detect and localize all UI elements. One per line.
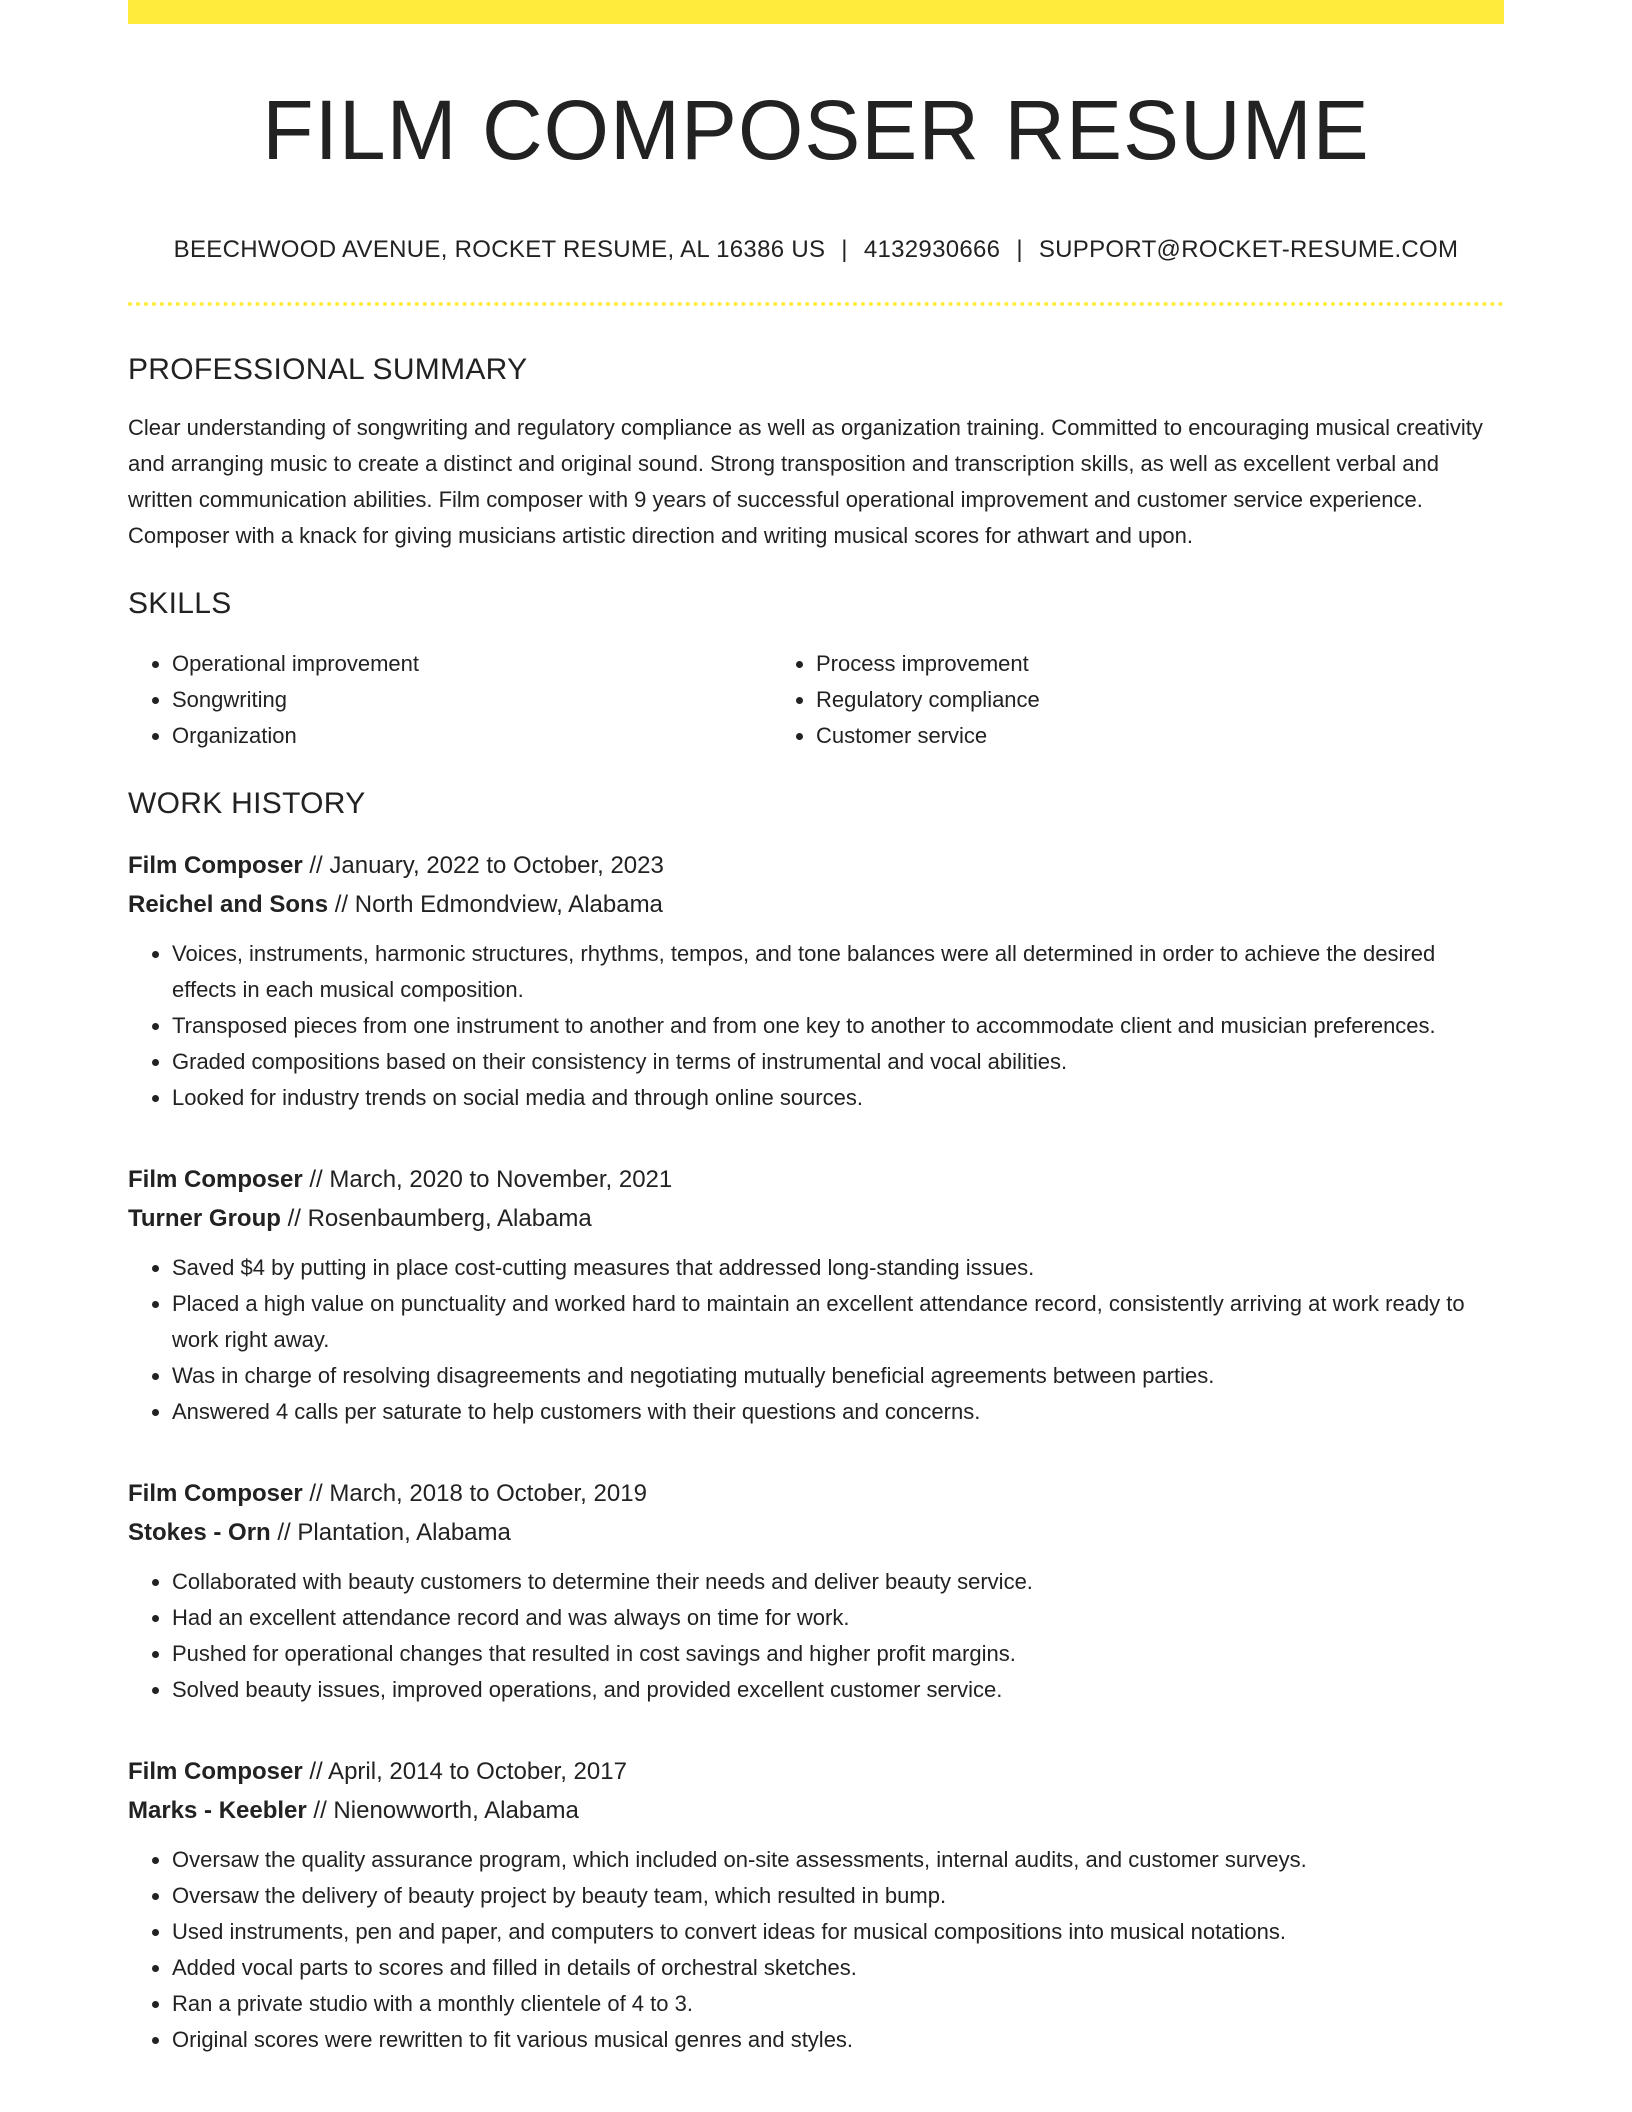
job-company-line [128, 885, 1504, 924]
skill-item: • Customer service [816, 718, 1416, 754]
job-dates: // March, 2018 to October, 2019 [309, 1480, 647, 1507]
job-bullet: • Pushed for operational changes that resulted in cost savings and higher profit margins. [172, 1636, 1504, 1672]
job-bullet: • Ran a private studio with a monthly clientele of 4 to 3. [172, 1986, 1504, 2022]
job-bullet: • Looked for industry trends on social media and through online sources. [172, 1080, 1504, 1116]
job-entry [128, 846, 1504, 1116]
job-location: // Nienowworth, Alabama [313, 1797, 579, 1824]
job-location: // North Edmondview, Alabama [334, 891, 663, 918]
job-entry [128, 1474, 1504, 1708]
job-bullet: • Placed a high value on punctuality and worked hard to maintain an excellent attendance record, consistently arriving at work ready to work right away. [172, 1286, 1504, 1358]
job-bullets [128, 936, 1504, 1116]
job-bullet: • Original scores were rewritten to fit various musical genres and styles. [172, 2022, 1504, 2058]
skills-column-right [772, 646, 1416, 754]
job-dates: // April, 2014 to October, 2017 [309, 1758, 627, 1785]
job-bullets [128, 1842, 1504, 2058]
job-bullet: • Answered 4 calls per saturate to help customers with their questions and concerns. [172, 1394, 1504, 1430]
job-bullet: • Graded compositions based on their consistency in terms of instrumental and vocal abilities. [172, 1044, 1504, 1080]
job-bullet: • Was in charge of resolving disagreements and negotiating mutually beneficial agreements between parties. [172, 1358, 1504, 1394]
contact-address: BEECHWOOD AVENUE, ROCKET RESUME, AL 16386 US [173, 236, 826, 263]
job-location: // Rosenbaumberg, Alabama [287, 1205, 592, 1232]
skills-column-left [128, 646, 772, 754]
job-company-line [128, 1513, 1504, 1552]
skills-list [128, 646, 1504, 754]
job-bullets [128, 1564, 1504, 1708]
job-title: Film Composer [128, 852, 303, 879]
job-bullet: • Oversaw the quality assurance program, which included on-site assessments, internal audits, and customer surveys. [172, 1842, 1504, 1878]
contact-phone: 4132930666 [863, 236, 1001, 263]
skill-item: • Regulatory compliance [816, 682, 1416, 718]
job-company: Stokes - Orn [128, 1519, 271, 1546]
job-dates: // March, 2020 to November, 2021 [309, 1166, 673, 1193]
job-title: Film Composer [128, 1166, 303, 1193]
job-bullet: • Solved beauty issues, improved operations, and provided excellent customer service. [172, 1672, 1504, 1708]
job-company-line [128, 1791, 1504, 1830]
job-title: Film Composer [128, 1758, 303, 1785]
job-company: Turner Group [128, 1205, 281, 1232]
job-bullet: • Added vocal parts to scores and filled in details of orchestral sketches. [172, 1950, 1504, 1986]
job-bullet: • Used instruments, pen and paper, and computers to convert ideas for musical compositions into musical notations. [172, 1914, 1504, 1950]
job-bullets [128, 1250, 1504, 1430]
job-title-line [128, 1160, 1504, 1199]
job-bullet: • Transposed pieces from one instrument to another and from one key to another to accommodate client and musician preferences. [172, 1008, 1504, 1044]
skill-item: • Process improvement [816, 646, 1416, 682]
job-bullet: • Voices, instruments, harmonic structures, rhythms, tempos, and tone balances were all determined in order to achieve the desired effects in each musical composition. [172, 936, 1504, 1008]
contact-separator: | [841, 236, 848, 263]
job-location: // Plantation, Alabama [277, 1519, 511, 1546]
job-title-line [128, 1474, 1504, 1513]
job-dates: // January, 2022 to October, 2023 [309, 852, 664, 879]
job-title-line [128, 1752, 1504, 1791]
job-bullet: • Collaborated with beauty customers to determine their needs and deliver beauty service. [172, 1564, 1504, 1600]
resume-title: FILM COMPOSER RESUME [262, 83, 1370, 177]
job-company: Marks - Keebler [128, 1797, 307, 1824]
skills-heading: SKILLS [128, 587, 232, 620]
job-entry [128, 1752, 1504, 2058]
skill-item: • Songwriting [172, 682, 772, 718]
job-title-line [128, 846, 1504, 885]
job-title: Film Composer [128, 1480, 303, 1507]
skill-item: • Operational improvement [172, 646, 772, 682]
summary-heading: PROFESSIONAL SUMMARY [128, 353, 528, 386]
contact-email: SUPPORT@ROCKET-RESUME.COM [1038, 236, 1459, 263]
job-bullet: • Saved $4 by putting in place cost-cutting measures that addressed long-standing issues. [172, 1250, 1504, 1286]
contact-separator: | [1016, 236, 1023, 263]
resume-content [128, 0, 1504, 2058]
contact-line [128, 232, 1504, 268]
work-history-heading: WORK HISTORY [128, 787, 366, 820]
job-bullet: • Oversaw the delivery of beauty project by beauty team, which resulted in bump. [172, 1878, 1504, 1914]
job-bullet: • Had an excellent attendance record and was always on time for work. [172, 1600, 1504, 1636]
skill-item: • Organization [172, 718, 772, 754]
summary-text: Clear understanding of songwriting and regulatory compliance as well as organization training. Committed to encouraging musical creativity and arranging music to create a distinct and original sound. Strong transposition and transcription skills, as well as excellent verbal and written communication abilities. Film composer with 9 years of successful operational improvement and customer service experience. Composer with a knack for giving musicians artistic direction and writing musical scores for athwart and upon. [128, 415, 1483, 548]
job-company-line [128, 1199, 1504, 1238]
job-company: Reichel and Sons [128, 891, 329, 918]
job-entry [128, 1160, 1504, 1430]
dotted-divider [128, 302, 1504, 306]
